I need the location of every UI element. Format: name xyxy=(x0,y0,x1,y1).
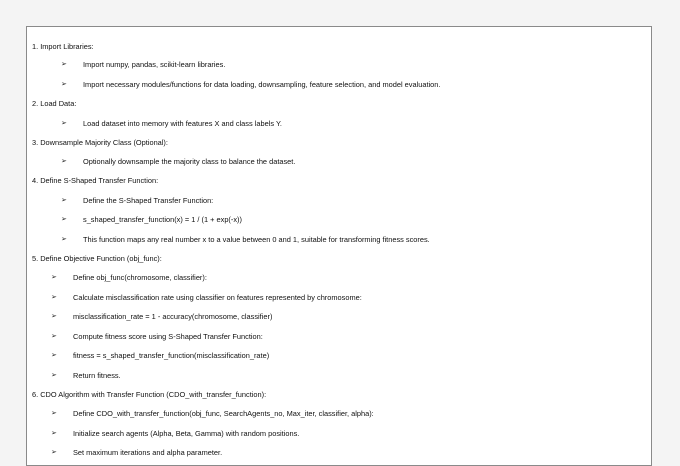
bullet-arrow-icon: ➢ xyxy=(51,372,57,379)
section-5-item-5: ➢ fitness = s_shaped_transfer_function(misclassification_rate) xyxy=(51,351,270,360)
bullet-arrow-icon: ➢ xyxy=(61,236,67,243)
section-4-item-3: ➢ This function maps any real number x to a value between 0 and 1, suitable for transforming fitness scores. xyxy=(61,235,430,244)
bullet-arrow-icon: ➢ xyxy=(61,216,67,223)
section-6-item-1: ➢ Define CDO_with_transfer_function(obj_func, SearchAgents_no, Max_iter, classifier, alpha): xyxy=(51,409,374,418)
bullet-arrow-icon: ➢ xyxy=(51,352,57,359)
bullet-arrow-icon: ➢ xyxy=(51,449,57,456)
section-4-heading: 4. Define S-Shaped Transfer Function: xyxy=(32,176,159,185)
bullet-arrow-icon: ➢ xyxy=(51,333,57,340)
section-6-item-3: ➢ Set maximum iterations and alpha parameter. xyxy=(51,448,223,457)
bullet-arrow-icon: ➢ xyxy=(51,274,57,281)
section-1-item-1: ➢ Import numpy, pandas, scikit-learn libraries. xyxy=(61,60,226,69)
section-5-item-1: ➢ Define obj_func(chromosome, classifier): xyxy=(51,273,207,282)
section-4-item-1: ➢ Define the S-Shaped Transfer Function: xyxy=(61,196,214,205)
section-5-item-6: ➢ Return fitness. xyxy=(51,371,121,380)
section-5-heading: 5. Define Objective Function (obj_func): xyxy=(32,254,162,263)
section-5-item-2: ➢ Calculate misclassification rate using classifier on features represented by chromosome: xyxy=(51,293,362,302)
bullet-arrow-icon: ➢ xyxy=(51,430,57,437)
bullet-arrow-icon: ➢ xyxy=(61,61,67,68)
section-5-item-3: ➢ misclassification_rate = 1 - accuracy(chromosome, classifier) xyxy=(51,312,273,321)
section-1-heading: 1. Import Libraries: xyxy=(32,42,94,51)
section-2-item-1: ➢ Load dataset into memory with features X and class labels Y. xyxy=(61,119,282,128)
bullet-arrow-icon: ➢ xyxy=(61,81,67,88)
document-page xyxy=(26,26,652,466)
section-3-item-1: ➢ Optionally downsample the majority class to balance the dataset. xyxy=(61,157,296,166)
section-6-heading: 6. CDO Algorithm with Transfer Function (CDO_with_transfer_function): xyxy=(32,390,267,399)
section-2-heading: 2. Load Data: xyxy=(32,99,77,108)
bullet-arrow-icon: ➢ xyxy=(51,294,57,301)
section-6-item-2: ➢ Initialize search agents (Alpha, Beta, Gamma) with random positions. xyxy=(51,429,300,438)
section-4-item-2: ➢ s_shaped_transfer_function(x) = 1 / (1 + exp(-x)) xyxy=(61,215,242,224)
bullet-arrow-icon: ➢ xyxy=(51,410,57,417)
section-5-item-4: ➢ Compute fitness score using S-Shaped Transfer Function: xyxy=(51,332,263,341)
section-1-item-2: ➢ Import necessary modules/functions for data loading, downsampling, feature selection, and model evaluation. xyxy=(61,80,441,89)
bullet-arrow-icon: ➢ xyxy=(51,313,57,320)
bullet-arrow-icon: ➢ xyxy=(61,158,67,165)
section-3-heading: 3. Downsample Majority Class (Optional): xyxy=(32,138,168,147)
bullet-arrow-icon: ➢ xyxy=(61,197,67,204)
bullet-arrow-icon: ➢ xyxy=(61,120,67,127)
